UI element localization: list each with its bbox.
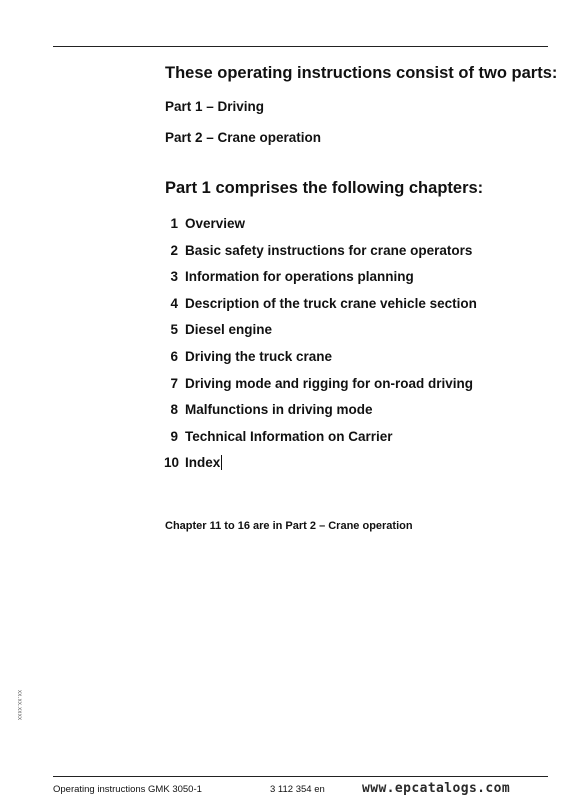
chapter-number: 9 xyxy=(170,428,178,444)
footer-doc-number: 3 112 354 en xyxy=(270,784,325,795)
watermark-url: www.epcatalogs.com xyxy=(362,781,511,796)
chapter-title: Description of the truck crane vehicle section xyxy=(185,295,477,311)
chapter-item xyxy=(165,295,555,322)
chapter-title: Driving the truck crane xyxy=(185,348,333,364)
chapter-item xyxy=(165,348,555,375)
part-2-label: Part 2 – Crane operation xyxy=(165,130,322,145)
chapter-number: 8 xyxy=(170,402,178,418)
chapter-item xyxy=(165,428,555,455)
chapter-item xyxy=(165,401,555,428)
page-content xyxy=(164,62,558,533)
chapter-item xyxy=(165,242,555,269)
chapter-number: 1 xyxy=(170,216,178,231)
chapter-title: Diesel engine xyxy=(185,322,273,338)
top-rule xyxy=(53,46,548,47)
chapter-title: Technical Information on Carrier xyxy=(185,428,393,444)
chapter-number: 5 xyxy=(170,322,178,338)
chapter-list xyxy=(165,215,555,481)
chapter-title: Overview xyxy=(185,216,246,231)
chapter-title: Basic safety instructions for crane operators xyxy=(185,242,473,258)
chapter-item xyxy=(165,268,555,295)
chapter-title: Malfunctions in driving mode xyxy=(185,402,373,418)
side-code: xx.xx.xxxx xyxy=(16,690,22,721)
chapter-item xyxy=(165,215,555,242)
chapter-number: 6 xyxy=(170,348,178,364)
chapter-number: 7 xyxy=(170,375,178,391)
footer-rule xyxy=(53,776,548,777)
chapter-item xyxy=(165,375,555,402)
chapter-title: Driving mode and rigging for on-road driving xyxy=(185,375,473,391)
text-cursor xyxy=(221,455,222,470)
chapter-number: 3 xyxy=(170,269,178,285)
footer-doc-title: Operating instructions GMK 3050-1 xyxy=(53,784,202,795)
part-1-label: Part 1 – Driving xyxy=(165,99,265,114)
chapter-title-text: Index xyxy=(185,455,221,471)
chapter-number: 10 xyxy=(164,455,180,471)
page-heading: These operating instructions consist of two parts: xyxy=(165,64,558,82)
chapter-number: 4 xyxy=(170,295,178,311)
chapter-title: Information for operations planning xyxy=(185,269,414,285)
chapter-title[interactable] xyxy=(185,454,222,472)
chapter-item xyxy=(165,454,555,481)
chapter-item xyxy=(165,321,555,348)
chapter-note: Chapter 11 to 16 are in Part 2 – Crane operation xyxy=(165,519,413,532)
chapter-number: 2 xyxy=(170,242,178,258)
chapters-heading: Part 1 comprises the following chapters: xyxy=(165,179,484,197)
